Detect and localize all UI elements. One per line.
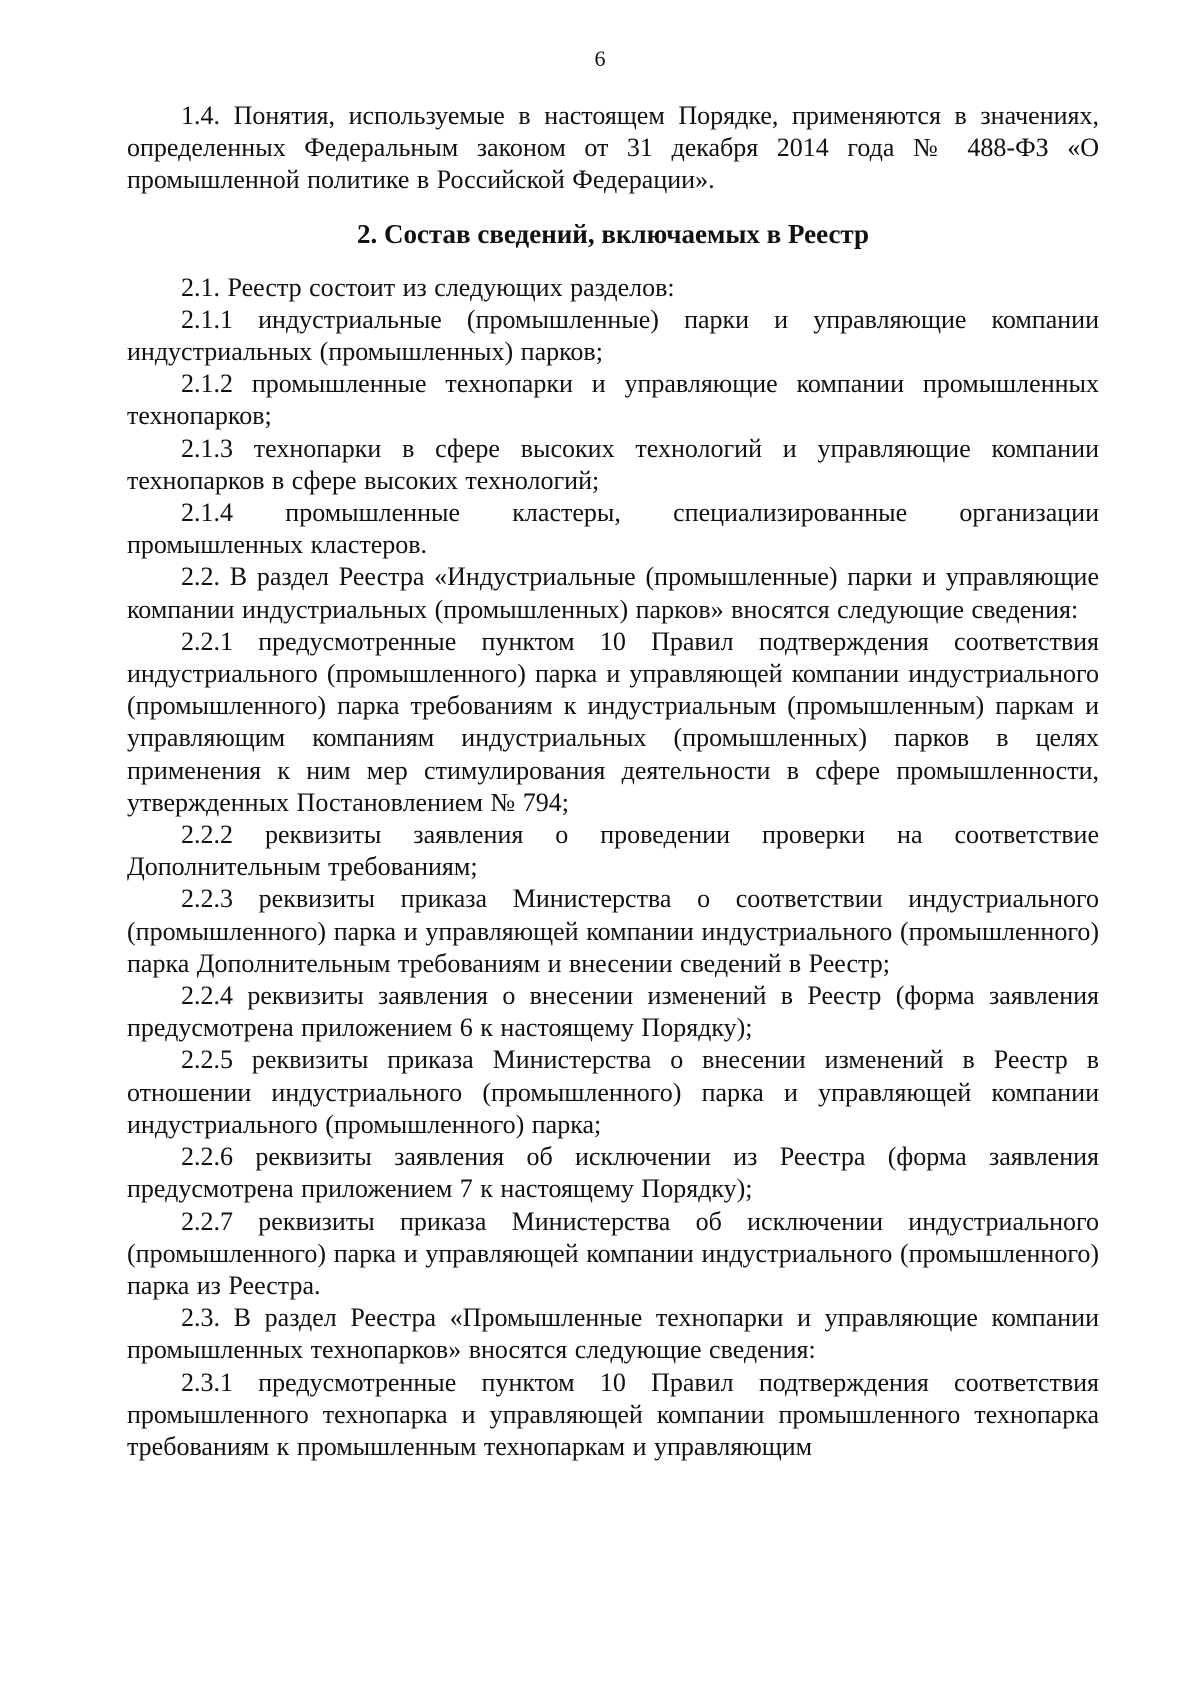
paragraph-2-1: 2.1. Реестр состоит из следующих разделов:: [181, 272, 675, 302]
paragraph-2-2-4: 2.2.4 реквизиты заявления о внесении изменений в Реестр (форма заявления предусмотрена приложением 6 к настоящему Порядку);: [127, 981, 1099, 1043]
paragraph-2-2-2: 2.2.2 реквизиты заявления о проведении проверки на соответствие Дополнительным требованиям;: [127, 820, 1099, 882]
paragraph-2-1-1: 2.1.1 индустриальные (промышленные) парки и управляющие компании индустриальных (промышленных) парков;: [127, 304, 1099, 367]
paragraph-2-1-2: 2.1.2 промышленные технопарки и управляющие компании промышленных технопарков;: [127, 369, 1099, 431]
paragraph-2-2-6: 2.2.6 реквизиты заявления об исключении из Реестра (форма заявления предусмотрена приложением 7 к настоящему Порядку);: [127, 1142, 1099, 1204]
paragraph-1-4: 1.4. Понятия, используемые в настоящем Порядке, применяются в значениях, определенных Федеральным законом от 31 декабря 2014 года № 488-ФЗ «О промышленной политике в Российской Федерации».: [127, 101, 1099, 195]
paragraph-2-2-1: 2.2.1 предусмотренные пунктом 10 Правил подтверждения соответствия индустриального (промышленного) парка и управляющей компании индустриального (промышленного) парка требованиям к индустриальным (промышленным) паркам и управляющим компаниям индустриальных (промышленных) парков в целях применения к ним мер стимулирования деятельности в сфере промышленности, утвержденных Постановлением № 794;: [127, 626, 1099, 817]
paragraph-2-1-3: 2.1.3 технопарки в сфере высоких технологий и управляющие компании технопарков в сфере высоких технологий;: [127, 433, 1099, 495]
paragraph-2-2-7: 2.2.7 реквизиты приказа Министерства об исключении индустриального (промышленного) парка и управляющей компании индустриального (промышленного) парка из Реестра.: [127, 1206, 1099, 1300]
paragraph-2-1-4: 2.1.4 промышленные кластеры, специализированные организации промышленных кластеров.: [127, 498, 1099, 560]
paragraph-2-2-5: 2.2.5 реквизиты приказа Министерства о внесении изменений в Реестр в отношении индустриального (промышленного) парка и управляющей компании индустриального (промышленного) парка;: [127, 1045, 1099, 1139]
paragraph-2-3: 2.3. В раздел Реестра «Промышленные технопарки и управляющие компании промышленных технопарков» вносятся следующие сведения:: [127, 1303, 1099, 1365]
paragraph-2-2: 2.2. В раздел Реестра «Индустриальные (промышленные) парки и управляющие компании индустриальных (промышленных) парков» вносятся следующие сведения:: [127, 562, 1099, 624]
section-heading: 2. Состав сведений, включаемых в Реестр: [356, 218, 870, 249]
document-body: [127, 100, 1099, 1463]
paragraph-2-3-1: 2.3.1 предусмотренные пунктом 10 Правил подтверждения соответствия промышленного технопарка и управляющей компании промышленного технопарка требованиям к промышленным технопаркам и управляющим: [127, 1367, 1099, 1461]
page-number: 6: [594, 46, 606, 71]
paragraph-2-2-3: 2.2.3 реквизиты приказа Министерства о соответствии индустриального (промышленного) парка и управляющей компании индустриального (промышленного) парка Дополнительным требованиям и внесении сведений в Реестр;: [127, 884, 1099, 978]
